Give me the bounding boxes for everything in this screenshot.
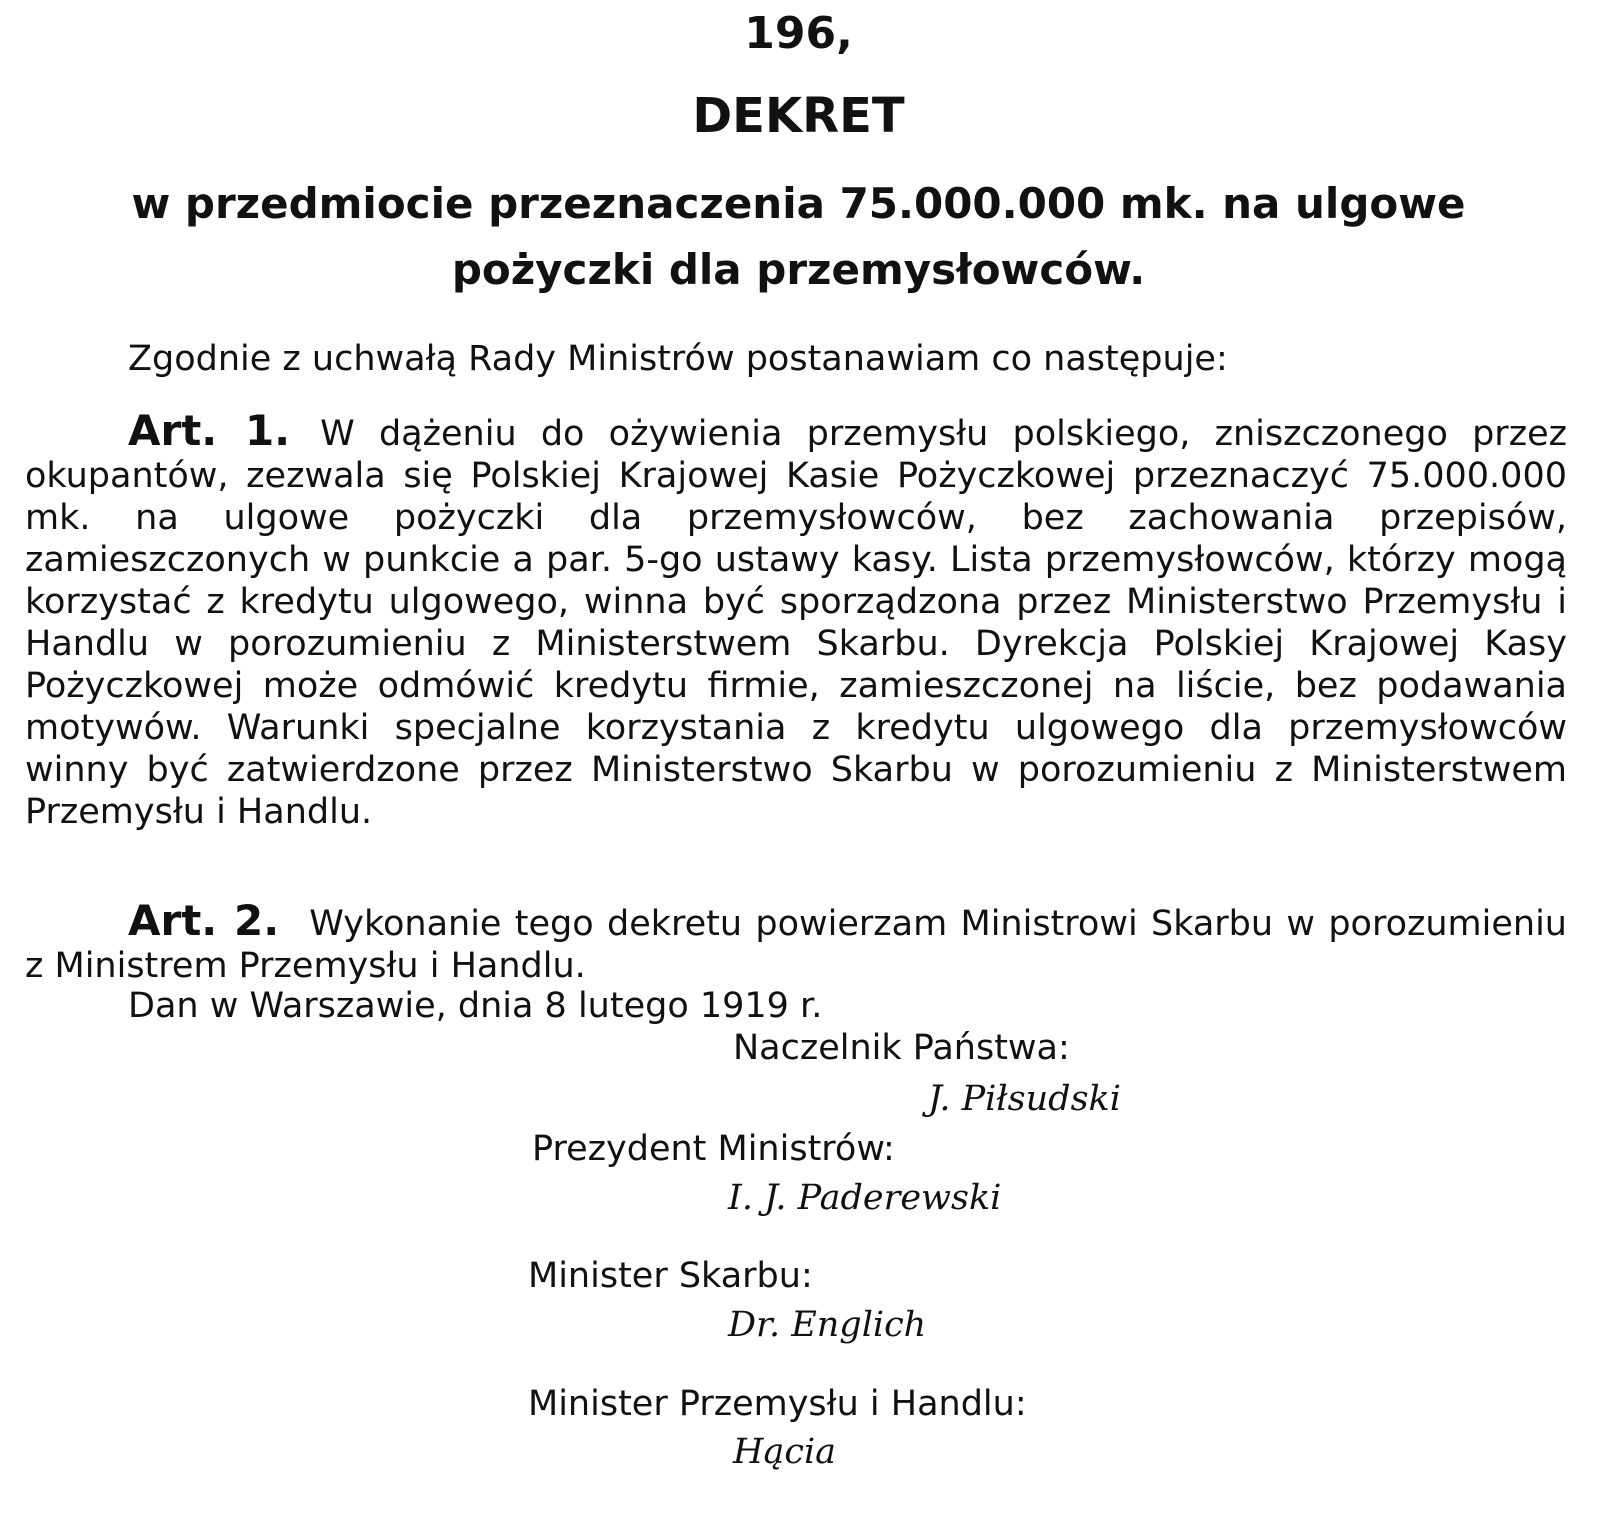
article-2	[25, 896, 1567, 987]
signature-title-head-of-state: Naczelnik Państwa:	[733, 1028, 1070, 1068]
document-number: 196,	[744, 8, 853, 59]
article-2-text: Wykonanie tego dekretu powierzam Ministrowi Skarbu w porozumieniu z Ministrem Przemysłu i Handlu.	[25, 904, 1567, 986]
signature-title-industry-minister: Minister Przemysłu i Handlu:	[528, 1384, 1027, 1424]
signature-name-treasury-minister: Dr. Englich	[728, 1305, 927, 1345]
signature-name-prime-minister: I. J. Paderewski	[728, 1178, 1002, 1218]
article-1-label: Art. 1.	[128, 406, 291, 455]
article-1-text: W dążeniu do ożywienia przemysłu polskiego, zniszczonego przez okupantów, zezwala się Polskiej Krajowej Kasie Pożyczkowej przeznaczyć 75.000.000 mk. na ulgowe pożyczki dla przemysłowców, bez zachowania przepisów, zamieszczonych w punkcie a par. 5-go ustawy kasy. Lista przemysłowców, którzy mogą korzystać z kredytu ulgowego, winna być sporządzona przez Ministerstwo Przemysłu i Handlu w porozumieniu z Ministerstwem Skarbu. Dyrekcja Polskiej Krajowej Kasy Pożyczkowej może odmówić kredytu firmie, zamieszczonej na liście, bez podawania motywów. Warunki specjalne korzystania z kredytu ulgowego dla przemysłowców winny być zatwierdzone przez Ministerstwo Skarbu w porozumieniu z Ministerstwem Przemysłu i Handlu.	[25, 414, 1567, 832]
document-heading: DEKRET	[692, 88, 905, 144]
signature-title-treasury-minister: Minister Skarbu:	[528, 1256, 813, 1296]
signature-name-head-of-state: J. Piłsudski	[928, 1079, 1121, 1119]
document-subtitle-line-2: pożyczki dla przemysłowców.	[451, 245, 1146, 294]
article-1	[25, 406, 1567, 833]
document-subtitle-line-1: w przedmiocie przeznaczenia 75.000.000 mk. na ulgowe	[131, 179, 1466, 228]
date-line: Dan w Warszawie, dnia 8 lutego 1919 r.	[128, 986, 823, 1026]
signature-title-prime-minister: Prezydent Ministrów:	[532, 1129, 895, 1169]
article-2-label: Art. 2.	[128, 896, 280, 945]
signature-name-industry-minister: Hącia	[733, 1432, 837, 1472]
intro-paragraph: Zgodnie z uchwałą Rady Ministrów postanawiam co następuje:	[128, 339, 1228, 379]
